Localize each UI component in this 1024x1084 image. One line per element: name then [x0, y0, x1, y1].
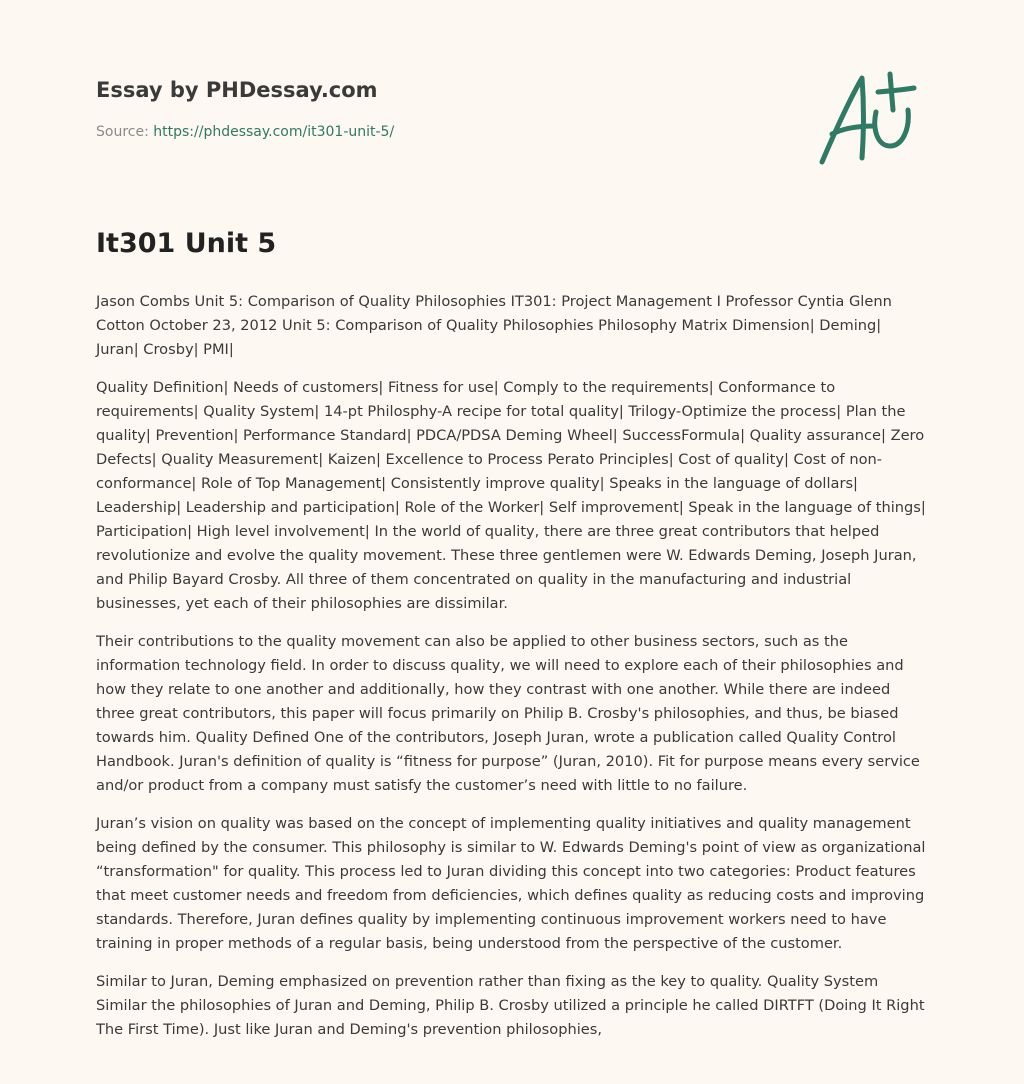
essay-title: It301 Unit 5	[96, 228, 277, 259]
source-link[interactable]: https://phdessay.com/it301-unit-5/	[153, 124, 395, 140]
a-plus-logo-icon	[818, 64, 928, 168]
paragraph: Jason Combs Unit 5: Comparison of Quality Philosophies IT301: Project Management I Professor Cyntia Glenn Cotton October 23, 2012 Unit 5: Comparison of Quality Philosophies Philosophy Matrix Dimension| Deming| Juran| Crosby| PMI|	[96, 293, 892, 358]
essay-body	[96, 290, 928, 1042]
paragraph: Similar to Juran, Deming emphasized on prevention rather than fixing as the key to quality. Quality System Similar the philosophies of Juran and Deming, Philip B. Crosby utilized a principle he called DIRTFT (Doing It Right The First Time). Just like Juran and Deming's prevention philosophies,	[96, 973, 925, 1038]
paragraph: Their contributions to the quality movement can also be applied to other business sectors, such as the information technology field. In order to discuss quality, we will need to explore each of their philosophies and how they relate to one another and additionally, how they contrast with one another. While there are indeed three great contributors, this paper will focus primarily on Philip B. Crosby's philosophies, and thus, be biased towards him. Quality Defined One of the contributors, Joseph Juran, wrote a publication called Quality Control Handbook. Juran's definition of quality is “fitness for purpose” (Juran, 2010). Fit for purpose means every service and/or product from a company must satisfy the customer’s need with little to no failure.	[96, 633, 920, 794]
site-brand: Essay by PHDessay.com	[96, 78, 378, 102]
source-label: Source:	[96, 124, 149, 140]
paragraph: Quality Definition| Needs of customers| Fitness for use| Comply to the requirements| Conformance to requirements| Quality System| 14-pt Philosphy-A recipe for total quality| Trilogy-Optimize the process| Plan the quality| Prevention| Performance Standard| PDCA/PDSA Deming Wheel| SuccessFormula| Quality assurance| Zero Defects| Quality Measurement| Kaizen| Excellence to Process Perato Principles| Cost of quality| Cost of non-conformance| Role of Top Management| Consistently improve quality| Speaks in the language of dollars| Leadership| Leadership and participation| Role of the Worker| Self improvement| Speak in the language of things| Participation| High level involvement| In the world of quality, there are three great contributors that helped revolutionize and evolve the quality movement. These three gentlemen were W. Edwards Deming, Joseph Juran, and Philip Bayard Crosby. All three of them concentrated on quality in the manufacturing and industrial businesses, yet each of their philosophies are dissimilar.	[96, 379, 926, 612]
source-line	[96, 124, 394, 140]
paragraph: Juran’s vision on quality was based on the concept of implementing quality initiatives and quality management being defined by the consumer. This philosophy is similar to W. Edwards Deming's point of view as organizational “transformation" for quality. This process led to Juran dividing this concept into two categories: Product features that meet customer needs and freedom from deficiencies, which defines quality as reducing costs and improving standards. Therefore, Juran defines quality by implementing continuous improvement workers need to have training in proper methods of a regular basis, being understood from the perspective of the customer.	[96, 815, 926, 952]
header	[96, 0, 928, 200]
